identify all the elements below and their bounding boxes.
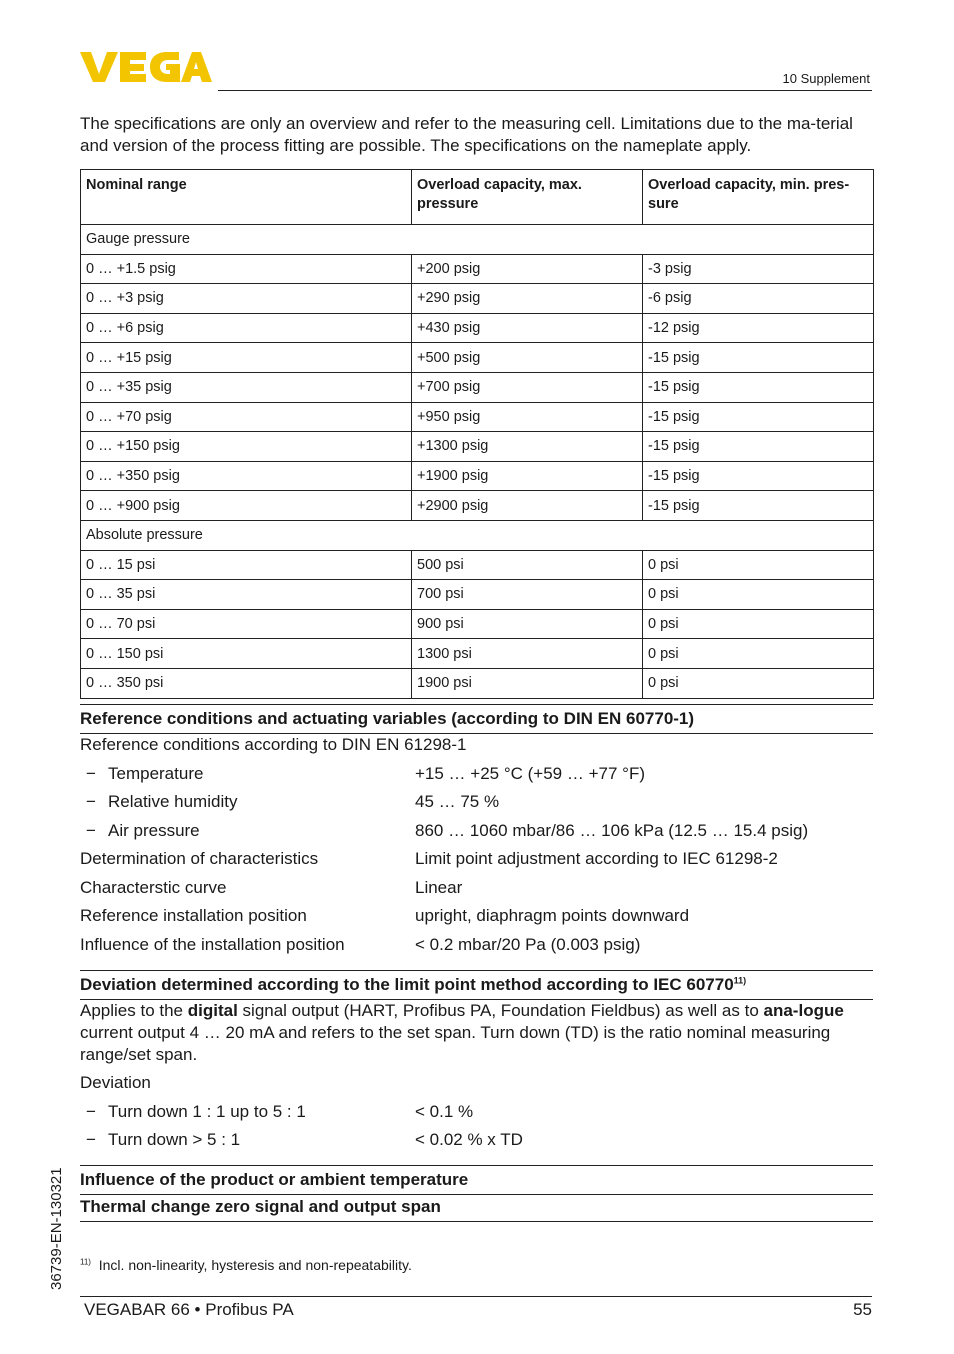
influence-position-label: Influence of the installation position bbox=[80, 935, 345, 954]
position-label: Reference installation position bbox=[80, 906, 307, 925]
table-row bbox=[81, 284, 874, 314]
table-row bbox=[81, 609, 874, 639]
position-value: upright, diaphragm points downward bbox=[415, 906, 690, 925]
nominal-range-cell: 0 … 15 psi bbox=[81, 550, 412, 580]
table-row bbox=[81, 668, 874, 698]
overload-min-cell: 0 psi bbox=[643, 580, 874, 610]
table-row bbox=[81, 550, 874, 580]
nominal-range-cell: 0 … +350 psig bbox=[81, 461, 412, 491]
overload-max-cell: 900 psi bbox=[412, 609, 643, 639]
table-row bbox=[81, 254, 874, 284]
nominal-range-cell: 0 … +900 psig bbox=[81, 491, 412, 521]
absolute-pressure-group-row bbox=[81, 520, 874, 550]
determination-label: Determination of characteristics bbox=[80, 849, 319, 868]
document-code: 36739-EN-130321 bbox=[48, 1167, 65, 1290]
air-pressure-value: 860 … 1060 mbar/86 … 106 kPa (12.5 … 15.4 psig) bbox=[415, 821, 809, 840]
nominal-range-cell: 0 … 150 psi bbox=[81, 639, 412, 669]
nominal-range-cell: 0 … +70 psig bbox=[81, 402, 412, 432]
humidity-label: − Relative humidity bbox=[80, 791, 237, 813]
table-row bbox=[81, 343, 874, 373]
dash-marker: − bbox=[86, 792, 96, 811]
dash-marker: − bbox=[86, 1102, 96, 1121]
header-nominal-range: Nominal range bbox=[81, 170, 412, 225]
temperature-label: − Temperature bbox=[80, 763, 203, 785]
overload-min-cell: -12 psig bbox=[643, 313, 874, 343]
overload-min-cell: -15 psig bbox=[643, 461, 874, 491]
turn-down-2-label: − Turn down > 5 : 1 bbox=[80, 1129, 240, 1151]
overload-max-cell: 700 psi bbox=[412, 580, 643, 610]
deviation-paragraph: Applies to the digital signal output (HART, Profibus PA, Foundation Fieldbus) as well as to ana-logue current output 4 … 20 mA and refers to the set span. Turn down (TD) is the ratio nominal measuring range/set span. bbox=[80, 1001, 844, 1064]
table-row bbox=[81, 432, 874, 462]
turn-down-1-value: < 0.1 % bbox=[415, 1102, 474, 1121]
intro-paragraph: The specifications are only an overview and refer to the measuring cell. Limitations due to the ma-terial and version of the process fitting are possible. The specifications on the nameplate apply. bbox=[80, 114, 853, 155]
turn-down-2-value: < 0.02 % x TD bbox=[415, 1130, 523, 1149]
overload-max-cell: +1300 psig bbox=[412, 432, 643, 462]
overload-max-cell: 1300 psi bbox=[412, 639, 643, 669]
table-row bbox=[81, 402, 874, 432]
overload-max-cell: +430 psig bbox=[412, 313, 643, 343]
nominal-range-cell: 0 … +6 psig bbox=[81, 313, 412, 343]
overload-max-cell: +200 psig bbox=[412, 254, 643, 284]
overload-min-cell: -6 psig bbox=[643, 284, 874, 314]
overload-max-cell: +500 psig bbox=[412, 343, 643, 373]
overload-max-cell: +700 psig bbox=[412, 372, 643, 402]
overload-max-cell: +2900 psig bbox=[412, 491, 643, 521]
table-row bbox=[81, 461, 874, 491]
gauge-pressure-group-label: Gauge pressure bbox=[81, 225, 874, 255]
header-rule bbox=[218, 90, 872, 91]
table-row bbox=[81, 372, 874, 402]
deviation-heading: Deviation determined according to the limit point method according to IEC 60770$^{11)}$ bbox=[80, 970, 873, 1000]
nominal-range-cell: 0 … +3 psig bbox=[81, 284, 412, 314]
influence-heading: Influence of the product or ambient temperature bbox=[80, 1165, 873, 1195]
gauge-pressure-group-row bbox=[81, 225, 874, 255]
overload-min-cell: 0 psi bbox=[643, 639, 874, 669]
footer-product: VEGABAR 66 • Profibus PA bbox=[84, 1300, 294, 1319]
nominal-range-cell: 0 … 350 psi bbox=[81, 668, 412, 698]
table-row bbox=[81, 580, 874, 610]
nominal-range-cell: 0 … +35 psig bbox=[81, 372, 412, 402]
footer-rule bbox=[80, 1296, 872, 1297]
nominal-range-cell: 0 … +15 psig bbox=[81, 343, 412, 373]
footnote-marker: 11) bbox=[80, 1257, 91, 1267]
nominal-range-cell: 0 … 35 psi bbox=[81, 580, 412, 610]
overload-min-cell: -15 psig bbox=[643, 491, 874, 521]
footnote: $^{11)}$ Incl. non-linearity, hysteresis and non-repeatability. bbox=[80, 1257, 412, 1273]
nominal-range-cell: 0 … +150 psig bbox=[81, 432, 412, 462]
thermal-subheading: Thermal change zero signal and output span bbox=[80, 1193, 873, 1222]
reference-heading: Reference conditions and actuating variables (according to DIN EN 60770-1) bbox=[80, 704, 873, 734]
dash-marker: − bbox=[86, 764, 96, 783]
overload-min-cell: 0 psi bbox=[643, 609, 874, 639]
section-label: 10 Supplement bbox=[782, 71, 870, 86]
temperature-value: +15 … +25 °C (+59 … +77 °F) bbox=[415, 764, 645, 783]
table-row bbox=[81, 491, 874, 521]
vega-logo bbox=[80, 50, 212, 84]
dash-marker: − bbox=[86, 1130, 96, 1149]
table-row bbox=[81, 313, 874, 343]
overload-min-cell: -15 psig bbox=[643, 432, 874, 462]
overload-table bbox=[80, 169, 874, 699]
absolute-pressure-group-label: Absolute pressure bbox=[81, 520, 874, 550]
overload-min-cell: 0 psi bbox=[643, 550, 874, 580]
table-row bbox=[81, 639, 874, 669]
overload-max-cell: +290 psig bbox=[412, 284, 643, 314]
overload-min-cell: -3 psig bbox=[643, 254, 874, 284]
overload-max-cell: +1900 psig bbox=[412, 461, 643, 491]
air-pressure-label: − Air pressure bbox=[80, 820, 200, 842]
table-header-row bbox=[81, 170, 874, 225]
humidity-value: 45 … 75 % bbox=[415, 792, 500, 811]
turn-down-1-label: − Turn down 1 : 1 up to 5 : 1 bbox=[80, 1101, 306, 1123]
overload-min-cell: 0 psi bbox=[643, 668, 874, 698]
overload-min-cell: -15 psig bbox=[643, 372, 874, 402]
header-overload-max: Overload capacity, max. pressure bbox=[412, 170, 643, 225]
nominal-range-cell: 0 … +1.5 psig bbox=[81, 254, 412, 284]
overload-max-cell: +950 psig bbox=[412, 402, 643, 432]
deviation-label: Deviation bbox=[80, 1073, 151, 1092]
page-number: 55 bbox=[853, 1300, 872, 1319]
determination-value: Limit point adjustment according to IEC 61298-2 bbox=[415, 849, 778, 868]
table-body bbox=[81, 225, 874, 699]
overload-min-cell: -15 psig bbox=[643, 343, 874, 373]
overload-max-cell: 500 psi bbox=[412, 550, 643, 580]
influence-position-value: < 0.2 mbar/20 Pa (0.003 psig) bbox=[415, 935, 641, 954]
nominal-range-cell: 0 … 70 psi bbox=[81, 609, 412, 639]
reference-intro: Reference conditions according to DIN EN 61298-1 bbox=[80, 735, 467, 754]
dash-marker: − bbox=[86, 821, 96, 840]
curve-label: Characterstic curve bbox=[80, 878, 227, 897]
curve-value: Linear bbox=[415, 878, 463, 897]
footnote-ref: 11) bbox=[733, 975, 747, 986]
overload-min-cell: -15 psig bbox=[643, 402, 874, 432]
header-overload-min: Overload capacity, min. pres-sure bbox=[643, 170, 874, 225]
overload-max-cell: 1900 psi bbox=[412, 668, 643, 698]
